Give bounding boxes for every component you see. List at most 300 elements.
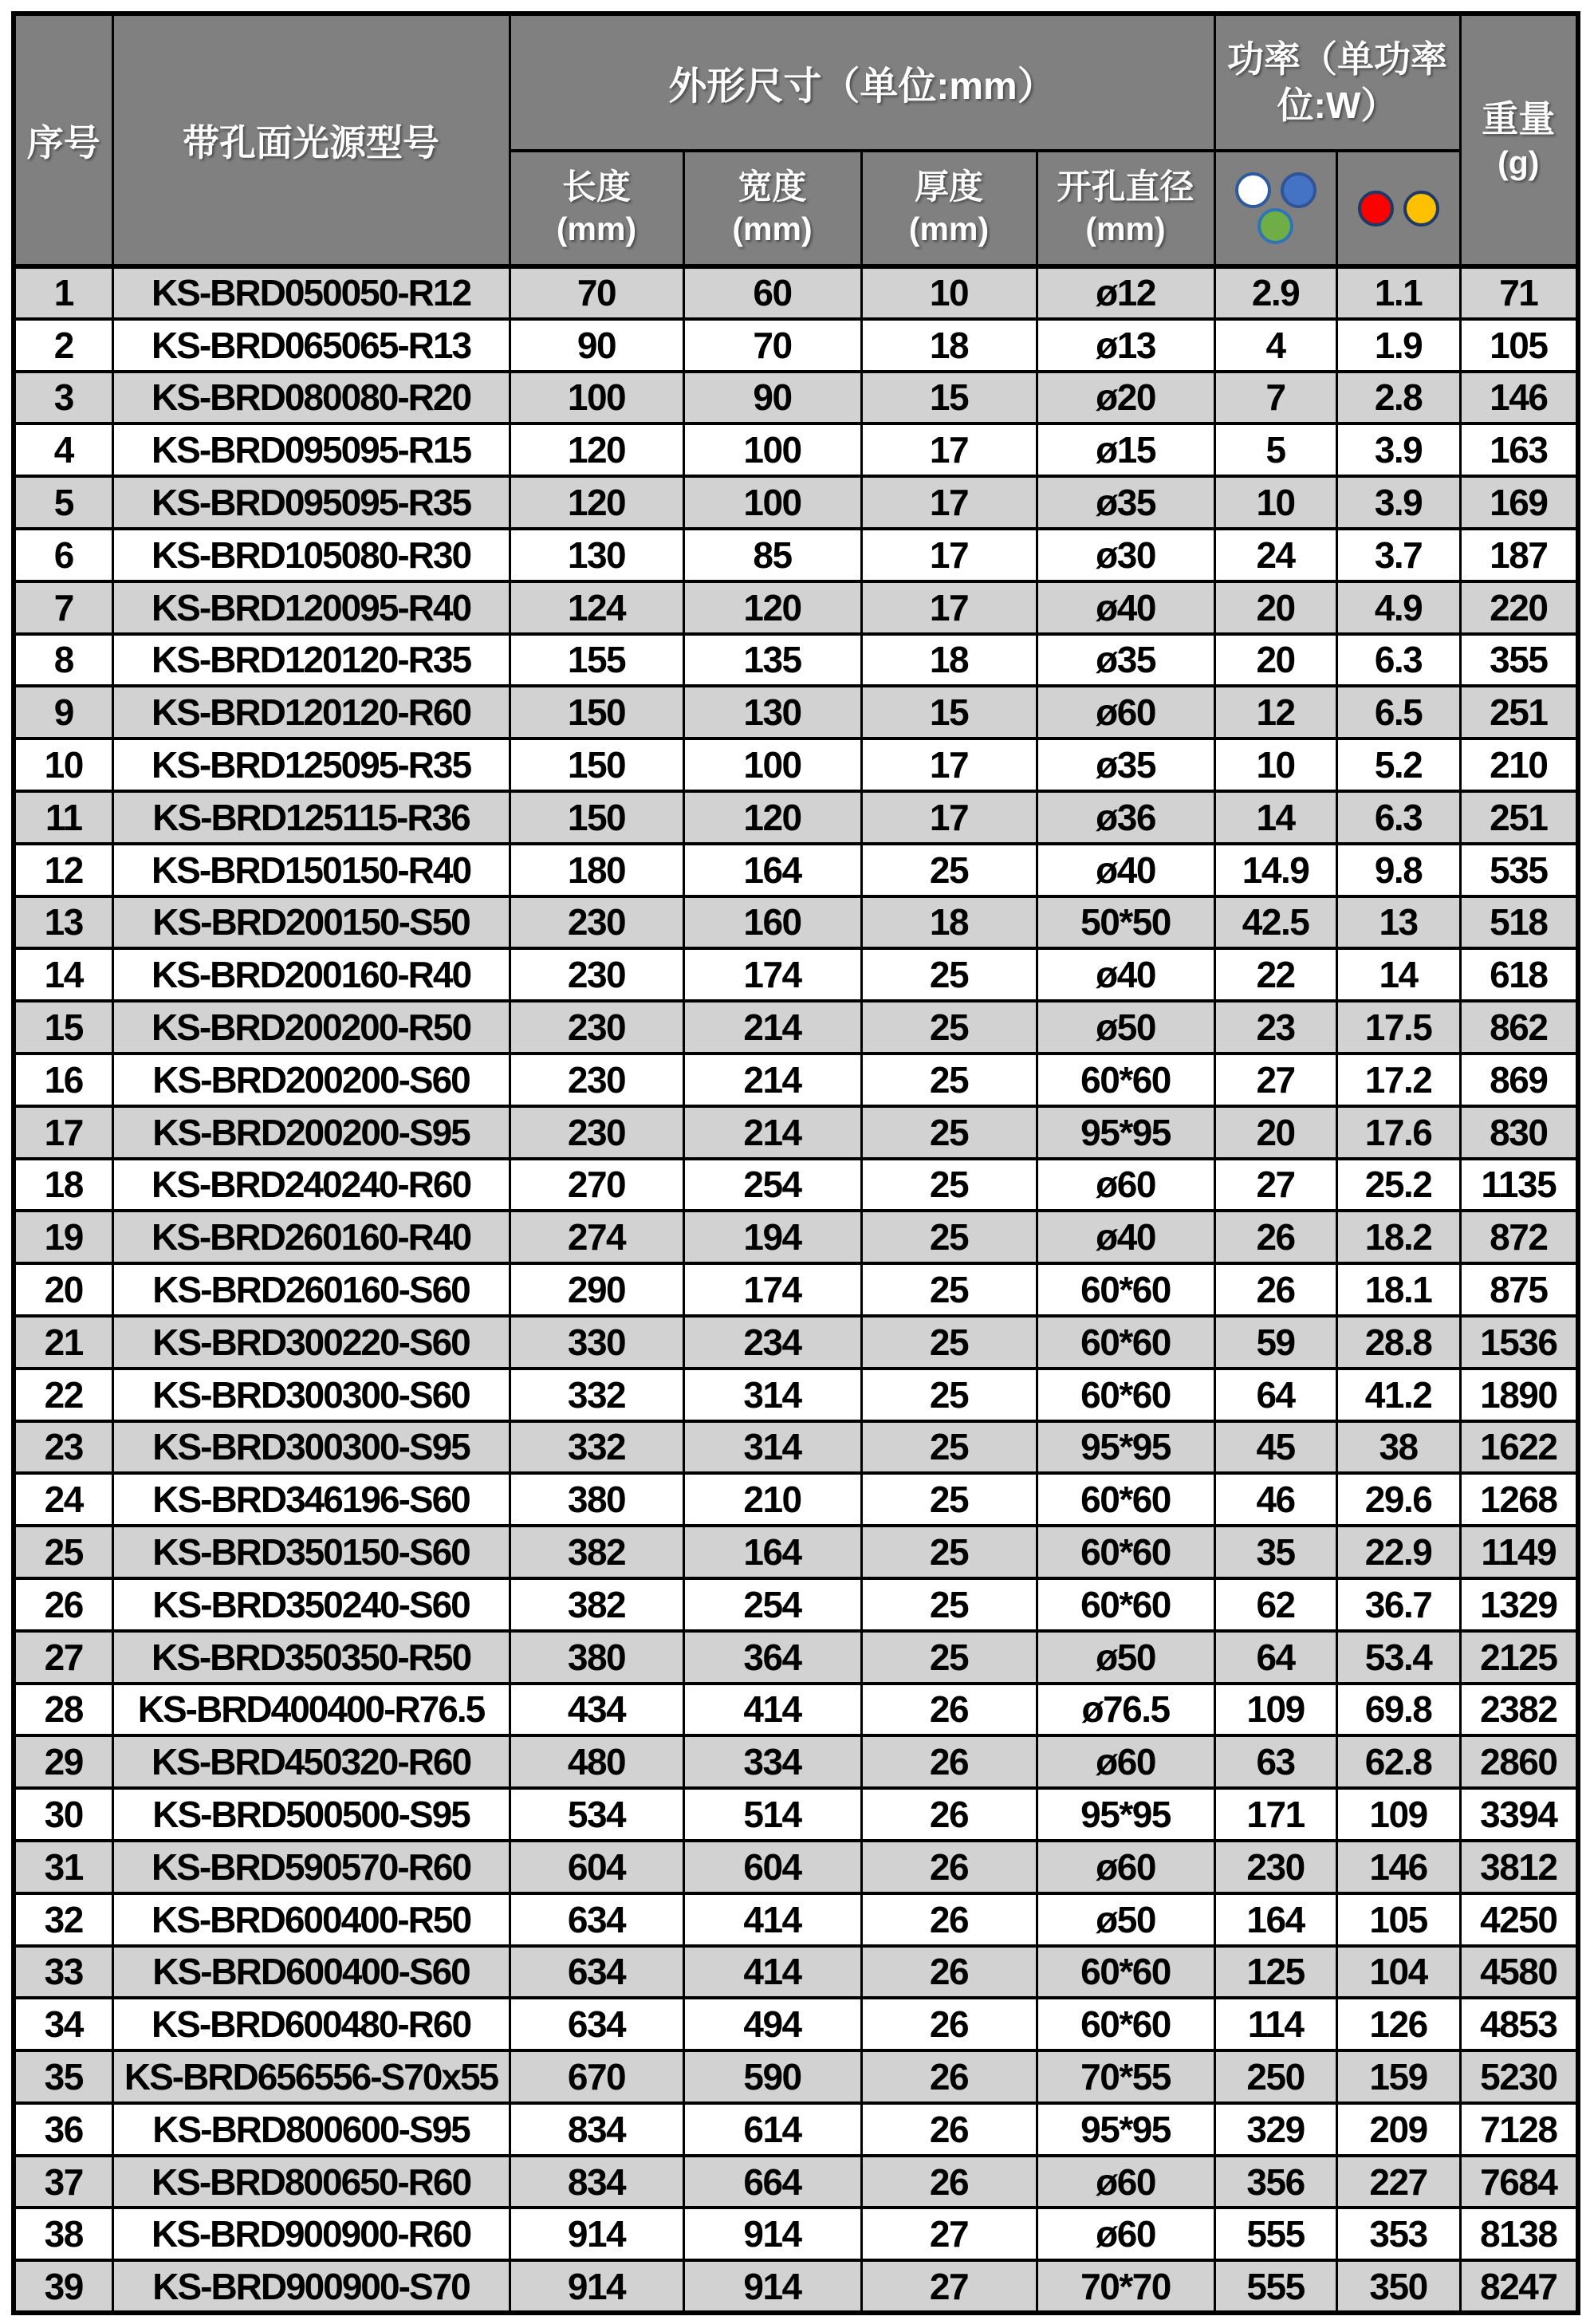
cell-width: 614: [683, 2103, 861, 2156]
table-row: [14, 372, 1578, 424]
table-row: [14, 948, 1578, 1001]
cell-weight: 535: [1460, 844, 1578, 896]
cell-index: 28: [14, 1684, 112, 1736]
cell-model: KS-BRD200200-R50: [112, 1001, 510, 1054]
cell-weight: 1149: [1460, 1526, 1578, 1578]
cell-width: 60: [683, 266, 861, 319]
cell-hole-diameter: ø40: [1037, 581, 1214, 634]
cell-model: KS-BRD300300-S60: [112, 1369, 510, 1421]
cell-power-1: 2.9: [1214, 266, 1336, 319]
cell-hole-diameter: ø40: [1037, 844, 1214, 896]
cell-power-2: 6.3: [1336, 634, 1460, 687]
cell-model: KS-BRD080080-R20: [112, 372, 510, 424]
cell-weight: 1890: [1460, 1369, 1578, 1421]
cell-model: KS-BRD300220-S60: [112, 1316, 510, 1369]
table-row: [14, 2050, 1578, 2103]
width-label: 宽度: [738, 167, 807, 207]
cell-model: KS-BRD900900-S70: [112, 2260, 510, 2313]
cell-model: KS-BRD350350-R50: [112, 1631, 510, 1684]
cell-width: 210: [683, 1473, 861, 1526]
cell-width: 254: [683, 1578, 861, 1631]
cell-index: 22: [14, 1369, 112, 1421]
cell-length: 230: [510, 1001, 683, 1054]
cell-length: 332: [510, 1369, 683, 1421]
cell-length: 150: [510, 739, 683, 791]
cell-power-1: 20: [1214, 634, 1336, 687]
cell-power-1: 171: [1214, 1788, 1336, 1841]
cell-model: KS-BRD120095-R40: [112, 581, 510, 634]
cell-thickness: 17: [861, 739, 1037, 791]
cell-index: 31: [14, 1841, 112, 1893]
cell-length: 330: [510, 1316, 683, 1369]
cell-weight: 3394: [1460, 1788, 1578, 1841]
cell-power-2: 41.2: [1336, 1369, 1460, 1421]
thickness-label: 厚度: [915, 167, 983, 207]
cell-width: 70: [683, 319, 861, 372]
cell-length: 634: [510, 1998, 683, 2050]
column-header-weight: [1460, 14, 1578, 266]
table-row: [14, 319, 1578, 372]
cell-thickness: 26: [861, 1946, 1037, 1999]
cell-thickness: 18: [861, 319, 1037, 372]
cell-power-1: 26: [1214, 1211, 1336, 1263]
cell-power-1: 20: [1214, 1106, 1336, 1159]
cell-hole-diameter: ø40: [1037, 1211, 1214, 1263]
table-row: [14, 1735, 1578, 1788]
cell-power-2: 159: [1336, 2050, 1460, 2103]
cell-power-2: 3.7: [1336, 529, 1460, 581]
table-row: [14, 423, 1578, 476]
cell-power-2: 209: [1336, 2103, 1460, 2156]
cell-thickness: 25: [861, 844, 1037, 896]
cell-thickness: 26: [861, 1893, 1037, 1946]
cell-weight: 210: [1460, 739, 1578, 791]
cell-weight: 1536: [1460, 1316, 1578, 1369]
table-row: [14, 1263, 1578, 1316]
cell-weight: 169: [1460, 476, 1578, 529]
cell-width: 164: [683, 1526, 861, 1578]
cell-power-2: 36.7: [1336, 1578, 1460, 1631]
cell-index: 2: [14, 319, 112, 372]
red-circle-icon: [1358, 191, 1394, 226]
cell-index: 27: [14, 1631, 112, 1684]
cell-model: KS-BRD450320-R60: [112, 1735, 510, 1788]
hole-diameter-unit: (mm): [1085, 211, 1166, 248]
cell-index: 17: [14, 1106, 112, 1159]
cell-length: 834: [510, 2156, 683, 2208]
cell-power-1: 42.5: [1214, 896, 1336, 949]
cell-power-2: 4.9: [1336, 581, 1460, 634]
cell-power-2: 1.1: [1336, 266, 1460, 319]
cell-hole-diameter: 60*60: [1037, 1473, 1214, 1526]
cell-model: KS-BRD050050-R12: [112, 266, 510, 319]
cell-power-2: 53.4: [1336, 1631, 1460, 1684]
cell-hole-diameter: ø35: [1037, 476, 1214, 529]
cell-length: 604: [510, 1841, 683, 1893]
cell-thickness: 26: [861, 1998, 1037, 2050]
cell-power-1: 114: [1214, 1998, 1336, 2050]
cell-power-2: 9.8: [1336, 844, 1460, 896]
cell-width: 364: [683, 1631, 861, 1684]
cell-index: 15: [14, 1001, 112, 1054]
table-row: [14, 739, 1578, 791]
cell-hole-diameter: 50*50: [1037, 896, 1214, 949]
cell-thickness: 26: [861, 1735, 1037, 1788]
cell-hole-diameter: ø60: [1037, 1735, 1214, 1788]
length-unit: (mm): [556, 211, 637, 248]
cell-model: KS-BRD600400-S60: [112, 1946, 510, 1999]
cell-thickness: 25: [861, 1263, 1037, 1316]
cell-power-1: 555: [1214, 2260, 1336, 2313]
cell-hole-diameter: ø60: [1037, 2208, 1214, 2260]
table-row: [14, 1211, 1578, 1263]
cell-model: KS-BRD260160-S60: [112, 1263, 510, 1316]
cell-thickness: 27: [861, 2208, 1037, 2260]
cell-hole-diameter: 60*60: [1037, 1263, 1214, 1316]
power-legend-warm-colors: [1336, 151, 1460, 266]
cell-length: 534: [510, 1788, 683, 1841]
cell-length: 670: [510, 2050, 683, 2103]
cell-width: 100: [683, 423, 861, 476]
cell-model: KS-BRD200200-S60: [112, 1054, 510, 1106]
cell-weight: 7128: [1460, 2103, 1578, 2156]
cell-model: KS-BRD150150-R40: [112, 844, 510, 896]
cell-index: 12: [14, 844, 112, 896]
cell-thickness: 25: [861, 1001, 1037, 1054]
cell-hole-diameter: ø50: [1037, 1893, 1214, 1946]
cell-thickness: 18: [861, 634, 1037, 687]
cell-power-1: 109: [1214, 1684, 1336, 1736]
cell-length: 274: [510, 1211, 683, 1263]
cell-hole-diameter: 60*60: [1037, 1578, 1214, 1631]
hole-diameter-label: 开孔直径: [1057, 167, 1194, 207]
cell-thickness: 15: [861, 372, 1037, 424]
cell-width: 414: [683, 1893, 861, 1946]
cell-power-2: 38: [1336, 1421, 1460, 1474]
cell-power-1: 63: [1214, 1735, 1336, 1788]
cell-index: 1: [14, 266, 112, 319]
table-row: [14, 1054, 1578, 1106]
cell-thickness: 25: [861, 1369, 1037, 1421]
table-row: [14, 1369, 1578, 1421]
cell-power-1: 230: [1214, 1841, 1336, 1893]
cell-power-2: 126: [1336, 1998, 1460, 2050]
cell-index: 23: [14, 1421, 112, 1474]
cell-weight: 146: [1460, 372, 1578, 424]
cell-model: KS-BRD200200-S95: [112, 1106, 510, 1159]
cell-power-1: 7: [1214, 372, 1336, 424]
cell-weight: 875: [1460, 1263, 1578, 1316]
table-row: [14, 1998, 1578, 2050]
cell-index: 37: [14, 2156, 112, 2208]
cell-hole-diameter: ø40: [1037, 948, 1214, 1001]
cell-width: 914: [683, 2208, 861, 2260]
column-header-hole-diameter: [1037, 151, 1214, 266]
cell-power-2: 350: [1336, 2260, 1460, 2313]
cell-width: 174: [683, 948, 861, 1001]
cell-thickness: 26: [861, 2050, 1037, 2103]
cell-thickness: 17: [861, 791, 1037, 844]
column-header-thickness: [861, 151, 1037, 266]
cell-power-2: 18.2: [1336, 1211, 1460, 1263]
cell-model: KS-BRD260160-R40: [112, 1211, 510, 1263]
cell-model: KS-BRD240240-R60: [112, 1159, 510, 1211]
table-row: [14, 1526, 1578, 1578]
table-row: [14, 1106, 1578, 1159]
cell-length: 100: [510, 372, 683, 424]
table-row: [14, 791, 1578, 844]
cell-index: 18: [14, 1159, 112, 1211]
cell-thickness: 26: [861, 2156, 1037, 2208]
cell-model: KS-BRD600480-R60: [112, 1998, 510, 2050]
cell-hole-diameter: 95*95: [1037, 1106, 1214, 1159]
cell-length: 230: [510, 948, 683, 1001]
cell-width: 214: [683, 1054, 861, 1106]
cell-length: 124: [510, 581, 683, 634]
cell-hole-diameter: ø35: [1037, 634, 1214, 687]
cell-index: 5: [14, 476, 112, 529]
cell-weight: 872: [1460, 1211, 1578, 1263]
cell-power-1: 555: [1214, 2208, 1336, 2260]
cell-weight: 2382: [1460, 1684, 1578, 1736]
cell-weight: 1135: [1460, 1159, 1578, 1211]
cell-power-2: 104: [1336, 1946, 1460, 1999]
cell-length: 634: [510, 1893, 683, 1946]
table-row: [14, 2103, 1578, 2156]
table-header: [14, 14, 1578, 266]
cell-hole-diameter: 95*95: [1037, 1421, 1214, 1474]
column-header-index: 序号: [14, 14, 112, 266]
cell-power-2: 28.8: [1336, 1316, 1460, 1369]
cell-hole-diameter: 60*60: [1037, 1998, 1214, 2050]
cell-hole-diameter: ø60: [1037, 2156, 1214, 2208]
cell-weight: 3812: [1460, 1841, 1578, 1893]
cell-hole-diameter: ø50: [1037, 1001, 1214, 1054]
cell-weight: 862: [1460, 1001, 1578, 1054]
cell-power-2: 25.2: [1336, 1159, 1460, 1211]
cell-hole-diameter: ø15: [1037, 423, 1214, 476]
cell-thickness: 15: [861, 686, 1037, 739]
cell-model: KS-BRD656556-S70x55: [112, 2050, 510, 2103]
cell-thickness: 26: [861, 1788, 1037, 1841]
cell-model: KS-BRD800650-R60: [112, 2156, 510, 2208]
cell-hole-diameter: ø13: [1037, 319, 1214, 372]
cell-hole-diameter: 60*60: [1037, 1316, 1214, 1369]
width-unit: (mm): [732, 211, 813, 248]
table-row: [14, 1946, 1578, 1999]
table-row: [14, 844, 1578, 896]
cell-width: 100: [683, 739, 861, 791]
table-row: [14, 1788, 1578, 1841]
cell-width: 90: [683, 372, 861, 424]
cell-weight: 2860: [1460, 1735, 1578, 1788]
cell-power-1: 22: [1214, 948, 1336, 1001]
cell-power-1: 5: [1214, 423, 1336, 476]
cell-model: KS-BRD095095-R15: [112, 423, 510, 476]
cell-thickness: 25: [861, 1106, 1037, 1159]
cell-index: 24: [14, 1473, 112, 1526]
table-row: [14, 1316, 1578, 1369]
cell-model: KS-BRD125115-R36: [112, 791, 510, 844]
cell-hole-diameter: ø76.5: [1037, 1684, 1214, 1736]
cell-index: 39: [14, 2260, 112, 2313]
cell-width: 414: [683, 1684, 861, 1736]
cell-width: 334: [683, 1735, 861, 1788]
cell-width: 234: [683, 1316, 861, 1369]
cell-index: 20: [14, 1263, 112, 1316]
cell-length: 70: [510, 266, 683, 319]
cell-index: 26: [14, 1578, 112, 1631]
cell-model: KS-BRD300300-S95: [112, 1421, 510, 1474]
cell-width: 314: [683, 1369, 861, 1421]
cell-power-1: 164: [1214, 1893, 1336, 1946]
cell-model: KS-BRD125095-R35: [112, 739, 510, 791]
cell-index: 11: [14, 791, 112, 844]
table-row: [14, 2156, 1578, 2208]
cell-power-2: 62.8: [1336, 1735, 1460, 1788]
cell-weight: 518: [1460, 896, 1578, 949]
cell-length: 120: [510, 423, 683, 476]
cell-index: 9: [14, 686, 112, 739]
cell-hole-diameter: ø20: [1037, 372, 1214, 424]
cell-index: 33: [14, 1946, 112, 1999]
cell-width: 85: [683, 529, 861, 581]
cell-thickness: 25: [861, 1631, 1037, 1684]
cell-power-1: 329: [1214, 2103, 1336, 2156]
cell-hole-diameter: 95*95: [1037, 2103, 1214, 2156]
cell-index: 8: [14, 634, 112, 687]
cell-weight: 830: [1460, 1106, 1578, 1159]
cell-length: 914: [510, 2208, 683, 2260]
cell-power-1: 23: [1214, 1001, 1336, 1054]
power-legend-cool-colors: [1214, 151, 1336, 266]
cell-index: 13: [14, 896, 112, 949]
cell-thickness: 25: [861, 1526, 1037, 1578]
cell-thickness: 25: [861, 1159, 1037, 1211]
table-row: [14, 686, 1578, 739]
cell-width: 164: [683, 844, 861, 896]
cell-width: 120: [683, 791, 861, 844]
cell-weight: 8247: [1460, 2260, 1578, 2313]
cell-model: KS-BRD105080-R30: [112, 529, 510, 581]
table-row: [14, 634, 1578, 687]
table-row: [14, 1631, 1578, 1684]
cell-index: 16: [14, 1054, 112, 1106]
cell-model: KS-BRD200150-S50: [112, 896, 510, 949]
cell-length: 634: [510, 1946, 683, 1999]
cell-weight: 4580: [1460, 1946, 1578, 1999]
table-row: [14, 266, 1578, 319]
blue-circle-icon: [1281, 172, 1316, 208]
cell-weight: 2125: [1460, 1631, 1578, 1684]
cell-width: 160: [683, 896, 861, 949]
table-row: [14, 476, 1578, 529]
cell-power-2: 17.2: [1336, 1054, 1460, 1106]
cell-index: 29: [14, 1735, 112, 1788]
cell-index: 19: [14, 1211, 112, 1263]
cell-width: 174: [683, 1263, 861, 1316]
cell-width: 514: [683, 1788, 861, 1841]
cell-hole-diameter: ø12: [1037, 266, 1214, 319]
cell-model: KS-BRD095095-R35: [112, 476, 510, 529]
cell-length: 130: [510, 529, 683, 581]
column-header-dimensions: 外形尺寸（单位:mm）: [510, 14, 1214, 151]
cell-index: 3: [14, 372, 112, 424]
cell-thickness: 25: [861, 1421, 1037, 1474]
cell-index: 34: [14, 1998, 112, 2050]
cell-power-2: 17.6: [1336, 1106, 1460, 1159]
cell-length: 90: [510, 319, 683, 372]
cell-length: 834: [510, 2103, 683, 2156]
cell-power-2: 109: [1336, 1788, 1460, 1841]
cell-power-2: 22.9: [1336, 1526, 1460, 1578]
cell-length: 230: [510, 896, 683, 949]
cell-thickness: 10: [861, 266, 1037, 319]
cell-hole-diameter: 60*60: [1037, 1946, 1214, 1999]
cell-width: 130: [683, 686, 861, 739]
cell-power-2: 18.1: [1336, 1263, 1460, 1316]
spec-table-container: [11, 11, 1579, 2313]
column-header-length: [510, 151, 683, 266]
table-row: [14, 1893, 1578, 1946]
column-header-power: [1214, 14, 1460, 151]
cell-power-2: 29.6: [1336, 1473, 1460, 1526]
cell-power-2: 6.3: [1336, 791, 1460, 844]
cell-hole-diameter: 60*60: [1037, 1526, 1214, 1578]
power-label-line2: 位:W）: [1277, 84, 1398, 126]
table-body: [14, 266, 1578, 2313]
cell-length: 290: [510, 1263, 683, 1316]
cell-model: KS-BRD900900-R60: [112, 2208, 510, 2260]
cell-power-1: 10: [1214, 476, 1336, 529]
cell-thickness: 25: [861, 1054, 1037, 1106]
white-circle-icon: [1235, 172, 1271, 208]
cell-width: 214: [683, 1001, 861, 1054]
cell-weight: 4853: [1460, 1998, 1578, 2050]
table-row: [14, 529, 1578, 581]
cell-thickness: 25: [861, 1473, 1037, 1526]
table-row: [14, 2260, 1578, 2313]
cell-model: KS-BRD600400-R50: [112, 1893, 510, 1946]
cell-power-1: 24: [1214, 529, 1336, 581]
cell-width: 214: [683, 1106, 861, 1159]
cell-model: KS-BRD500500-S95: [112, 1788, 510, 1841]
cell-weight: 618: [1460, 948, 1578, 1001]
cell-width: 194: [683, 1211, 861, 1263]
cell-weight: 1329: [1460, 1578, 1578, 1631]
cell-model: KS-BRD800600-S95: [112, 2103, 510, 2156]
cell-hole-diameter: ø60: [1037, 1159, 1214, 1211]
cell-model: KS-BRD400400-R76.5: [112, 1684, 510, 1736]
cell-width: 120: [683, 581, 861, 634]
cell-index: 36: [14, 2103, 112, 2156]
cell-power-2: 2.8: [1336, 372, 1460, 424]
cell-weight: 869: [1460, 1054, 1578, 1106]
cell-thickness: 17: [861, 476, 1037, 529]
cell-power-1: 250: [1214, 2050, 1336, 2103]
cell-power-1: 12: [1214, 686, 1336, 739]
cell-power-1: 4: [1214, 319, 1336, 372]
cell-power-2: 5.2: [1336, 739, 1460, 791]
cell-index: 32: [14, 1893, 112, 1946]
cell-length: 382: [510, 1578, 683, 1631]
cell-power-1: 26: [1214, 1263, 1336, 1316]
cell-length: 150: [510, 686, 683, 739]
cell-power-2: 69.8: [1336, 1684, 1460, 1736]
cell-hole-diameter: 60*60: [1037, 1369, 1214, 1421]
cell-weight: 251: [1460, 791, 1578, 844]
table-row: [14, 1578, 1578, 1631]
